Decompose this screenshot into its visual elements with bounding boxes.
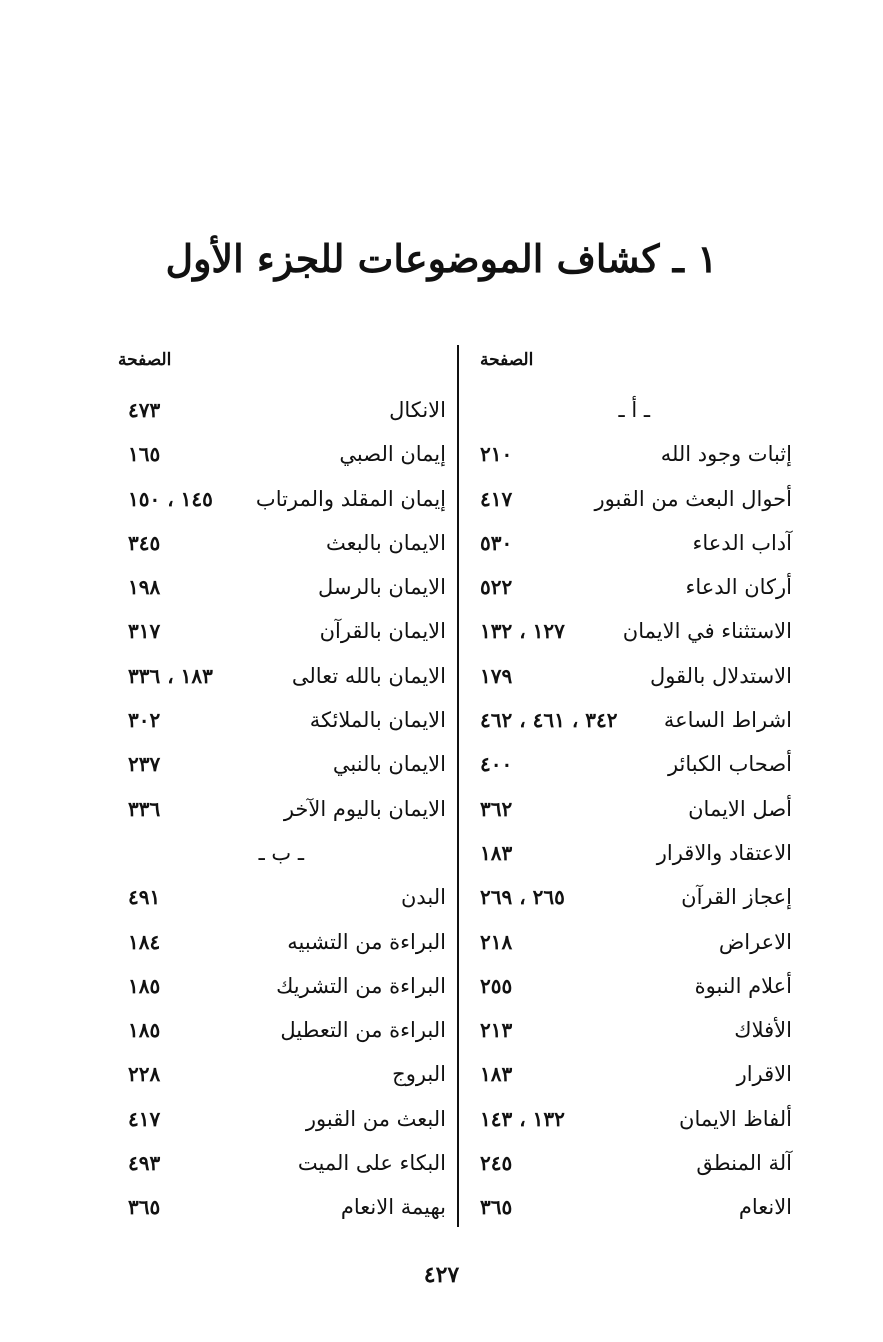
entry-pages: ٢١٨ xyxy=(480,929,513,954)
entry-topic: الاستثناء في الايمان xyxy=(622,619,792,644)
index-column-left xyxy=(118,340,454,1230)
index-entry xyxy=(118,1097,454,1141)
index-entry xyxy=(470,875,800,919)
entry-topic: أحوال البعث من القبور xyxy=(594,486,792,511)
entry-topic: الاعراض xyxy=(718,929,792,954)
index-column-right xyxy=(470,340,800,1230)
index-entry xyxy=(470,609,800,653)
index-entry xyxy=(470,565,800,609)
index-entry xyxy=(470,1097,800,1141)
entry-topic: إيمان الصبي xyxy=(339,442,446,467)
index-entry xyxy=(118,1185,454,1229)
entry-topic: آلة المنطق xyxy=(696,1151,792,1176)
entry-topic: البروج xyxy=(392,1062,446,1087)
entry-pages: ١٧٩ xyxy=(480,663,513,688)
entry-topic: أعلام النبوة xyxy=(694,973,792,998)
entry-topic: إثبات وجود الله xyxy=(660,442,792,467)
entry-pages: ٣٦٥ xyxy=(128,1195,161,1220)
entry-pages: ٢٦٥ ، ٢٦٩ xyxy=(480,885,565,910)
entry-topic: أركان الدعاء xyxy=(685,575,792,600)
entry-topic: أصحاب الكبائر xyxy=(667,752,792,777)
index-entry xyxy=(470,654,800,698)
entry-pages: ٣١٧ xyxy=(128,619,161,644)
entry-pages: ١٢٧ ، ١٣٢ xyxy=(480,619,565,644)
entry-pages: ١٩٨ xyxy=(128,575,161,600)
index-entry xyxy=(118,742,454,786)
entry-pages: ١٨٤ xyxy=(128,929,161,954)
index-entry xyxy=(470,1052,800,1096)
index-entry xyxy=(118,654,454,698)
section-letter: ـ ب ـ xyxy=(258,840,304,865)
index-entry xyxy=(118,565,454,609)
page-title: ١ ـ كشاف الموضوعات للجزء الأول xyxy=(165,236,718,281)
index-entry xyxy=(118,477,454,521)
page-column-header: الصفحة xyxy=(480,350,534,370)
section-letter: ـ أ ـ xyxy=(618,398,650,422)
entry-pages: ٣٤٢ ، ٤٦١ ، ٤٦٢ xyxy=(480,708,618,733)
entry-pages: ٤٧٣ xyxy=(128,398,161,422)
index-entry xyxy=(470,521,800,565)
page-column-header: الصفحة xyxy=(118,350,172,370)
entry-topic: البراءة من التعطيل xyxy=(280,1018,446,1043)
index-entry xyxy=(470,1008,800,1052)
entry-topic: البكاء على الميت xyxy=(297,1151,446,1176)
entry-topic: الاستدلال بالقول xyxy=(649,663,792,688)
index-entry xyxy=(118,920,454,964)
entry-topic: إيمان المقلد والمرتاب xyxy=(255,486,446,511)
entry-pages: ١٨٣ xyxy=(480,1062,513,1087)
index-entry xyxy=(470,1141,800,1185)
entry-topic: البراءة من التشبيه xyxy=(287,929,446,954)
entry-topic: الايمان بالملائكة xyxy=(309,708,446,733)
entry-pages: ٤٩٣ xyxy=(128,1151,161,1176)
index-entry xyxy=(118,1008,454,1052)
entry-topic: البراءة من التشريك xyxy=(276,973,446,998)
column-divider xyxy=(457,345,459,1227)
entry-pages: ١٣٢ ، ١٤٣ xyxy=(480,1106,565,1131)
entry-pages: ٤٩١ xyxy=(128,885,161,910)
entry-pages: ١٤٥ ، ١٥٠ xyxy=(128,486,213,511)
entry-pages: ١٨٣ ، ٣٣٦ xyxy=(128,663,213,688)
section-letter-heading xyxy=(470,388,800,432)
index-entry xyxy=(118,964,454,1008)
index-entry xyxy=(118,875,454,919)
entry-pages: ٥٢٢ xyxy=(480,575,513,600)
index-entry xyxy=(118,609,454,653)
entry-topic: الايمان باليوم الآخر xyxy=(283,796,446,821)
section-letter-heading xyxy=(118,831,454,875)
entry-pages: ١٨٥ xyxy=(128,973,161,998)
entry-pages: ٢٣٧ xyxy=(128,752,161,777)
entry-topic: الانكال xyxy=(389,398,446,422)
index-entry xyxy=(118,698,454,742)
entry-pages: ٤١٧ xyxy=(480,486,513,511)
index-entry xyxy=(470,964,800,1008)
entry-pages: ١٨٥ xyxy=(128,1018,161,1043)
index-entry xyxy=(470,1185,800,1229)
entry-pages: ٤٠٠ xyxy=(480,752,513,777)
index-entry xyxy=(118,1052,454,1096)
entry-topic: الانعام xyxy=(738,1195,792,1220)
index-entry xyxy=(118,1141,454,1185)
entry-pages: ٣٦٥ xyxy=(480,1195,513,1220)
entry-topic: بهيمة الانعام xyxy=(340,1195,446,1220)
entry-pages: ٣٠٢ xyxy=(128,708,161,733)
entry-topic: آداب الدعاء xyxy=(692,530,792,555)
entry-pages: ١٦٥ xyxy=(128,442,161,467)
index-entry xyxy=(118,521,454,565)
index-entry xyxy=(470,698,800,742)
index-entry xyxy=(118,432,454,476)
entry-pages: ٣٣٦ xyxy=(128,796,161,821)
entry-topic: إعجاز القرآن xyxy=(681,885,792,910)
entry-pages: ٢٥٥ xyxy=(480,973,513,998)
entry-topic: الايمان بالبعث xyxy=(325,530,446,555)
entry-topic: اشراط الساعة xyxy=(663,708,792,733)
entry-topic: الاعتقاد والاقرار xyxy=(656,840,792,865)
entry-pages: ٢١٣ xyxy=(480,1018,513,1043)
entry-pages: ٣٦٢ xyxy=(480,796,513,821)
index-entry xyxy=(470,920,800,964)
entry-topic: الايمان بالله تعالى xyxy=(291,663,446,688)
entry-pages: ٥٣٠ xyxy=(480,530,513,555)
entry-pages: ٢١٠ xyxy=(480,442,513,467)
index-entry xyxy=(470,831,800,875)
entry-topic: البدن xyxy=(400,885,446,910)
index-entry xyxy=(470,432,800,476)
entry-pages: ٣٤٥ xyxy=(128,530,161,555)
entry-pages: ٤١٧ xyxy=(128,1106,161,1131)
entry-topic: الأفلاك xyxy=(734,1018,792,1043)
index-entry xyxy=(470,742,800,786)
entry-topic: الايمان بالرسل xyxy=(317,575,446,600)
index-entry xyxy=(118,787,454,831)
entry-topic: أصل الايمان xyxy=(688,796,792,821)
entry-topic: الاقرار xyxy=(736,1062,792,1087)
index-entry xyxy=(118,388,454,432)
entry-pages: ٢٤٥ xyxy=(480,1151,513,1176)
index-entry xyxy=(470,477,800,521)
entry-pages: ٢٢٨ xyxy=(128,1062,161,1087)
entry-topic: البعث من القبور xyxy=(305,1106,446,1131)
page-number: ٤٢٧ xyxy=(423,1262,460,1288)
entry-topic: الايمان بالقرآن xyxy=(319,619,446,644)
entry-topic: ألفاظ الايمان xyxy=(679,1106,792,1131)
index-entry xyxy=(470,787,800,831)
entry-topic: الايمان بالنبي xyxy=(332,752,446,777)
entry-pages: ١٨٣ xyxy=(480,840,513,865)
